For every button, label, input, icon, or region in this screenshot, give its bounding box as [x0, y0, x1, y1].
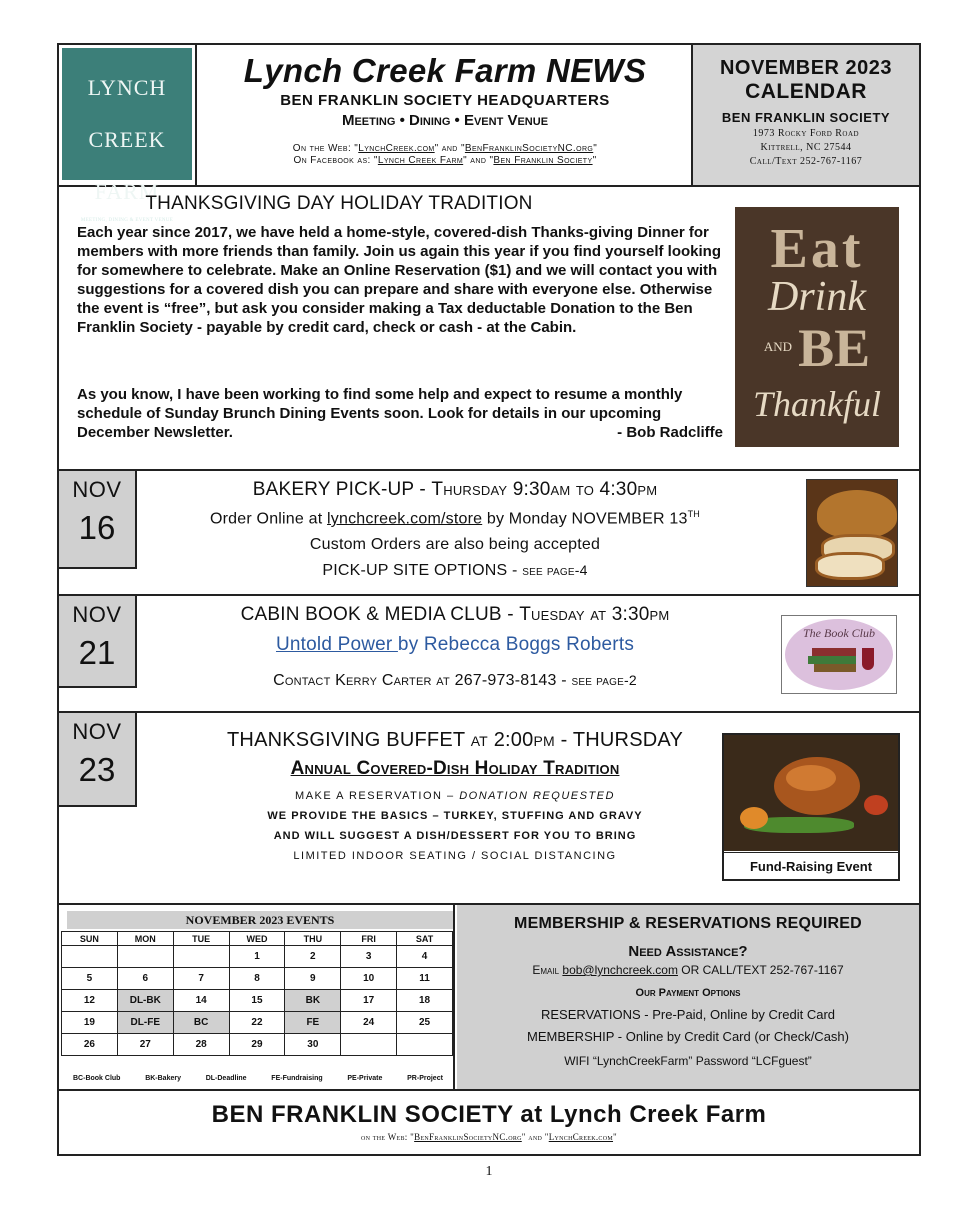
eat-drink-be-thankful-image: [735, 207, 899, 447]
turkey-highlight-shape: [786, 765, 836, 791]
calendar-legend: [63, 1075, 453, 1082]
book-icon: [808, 656, 856, 664]
event-heading-b: Thursday 9:30am to 4:30pm: [431, 479, 658, 500]
calendar-cell: 30: [285, 1034, 341, 1056]
calendar-week: [62, 1034, 453, 1056]
image-word-drink: Drink: [768, 274, 866, 320]
org-name: BEN FRANKLIN SOCIETY: [721, 110, 891, 125]
calendar-cell: 29: [229, 1034, 285, 1056]
footer-web-mid: " and ": [521, 1132, 549, 1142]
lynch-creek-farm-logo: [62, 48, 192, 223]
image-word-eat: Eat: [770, 218, 864, 280]
day-header: TUE: [173, 932, 229, 946]
calendar-cell: 4: [397, 946, 453, 968]
book-author: by Rebecca Boggs Roberts: [397, 634, 635, 655]
turkey-image-box: [722, 733, 900, 881]
order-text: Order Online at: [210, 510, 328, 528]
footer-link-benfranklin[interactable]: BenFranklinSocietyNC.org: [414, 1132, 522, 1142]
legend-item: BC-Book Club: [73, 1075, 121, 1082]
payment-options-title: Our Payment Options: [635, 987, 741, 999]
event-heading: [155, 604, 755, 626]
calendar-cell: 28: [173, 1034, 229, 1056]
email-suffix: OR CALL/TEXT 252-767-1167: [677, 963, 844, 977]
image-word-thankful: Thankful: [752, 384, 881, 424]
story-title: THANKSGIVING DAY HOLIDAY TRADITION: [145, 193, 533, 214]
calendar-cell-event: DL-FE: [117, 1012, 173, 1034]
calendar-info-cell: [691, 45, 919, 185]
calendar-table: [61, 931, 453, 1056]
newsletter-subtitle: BEN FRANKLIN SOCIETY HEADQUARTERS: [280, 92, 610, 109]
calendar-cell: [341, 1034, 397, 1056]
fb-mid: " and ": [463, 155, 494, 166]
membership-box: [457, 905, 919, 1089]
thanksgiving-story: [59, 187, 919, 471]
event-heading-a: CABIN BOOK & MEDIA CLUB -: [240, 604, 520, 625]
date-box: [59, 713, 137, 807]
day-header: THU: [285, 932, 341, 946]
legend-item: FE-Fundraising: [271, 1075, 323, 1082]
event-heading: [155, 479, 755, 501]
calendar-cell: 3: [341, 946, 397, 968]
order-deadline: by Monday NOVEMBER 13: [482, 510, 688, 528]
address-line1: 1973 Rocky Ford Road: [752, 128, 860, 139]
footer-web-line: [59, 1132, 919, 1142]
calendar-cell: 12: [62, 990, 118, 1012]
legend-item: BK-Bakery: [145, 1075, 181, 1082]
calendar-cell: [117, 946, 173, 968]
pumpkin-shape: [740, 807, 768, 829]
calendar-cell: 5: [62, 968, 118, 990]
title-cell: [199, 45, 691, 185]
book-title-link[interactable]: Untold Power: [275, 634, 398, 655]
footer-link-lynchcreek[interactable]: LynchCreek.com: [548, 1132, 614, 1142]
event-book-line: [155, 634, 755, 656]
footer-title: BEN FRANKLIN SOCIETY at Lynch Creek Farm: [211, 1101, 767, 1128]
legend-item: PE-Private: [347, 1075, 383, 1082]
calendar-cell: 2: [285, 946, 341, 968]
date-month: NOV: [72, 602, 122, 627]
calendar-label: CALENDAR: [745, 80, 867, 103]
newsletter-subtitle2: Meeting • Dining • Event Venue: [341, 112, 549, 129]
event-pickup-options: [155, 562, 755, 580]
web-suffix: ": [593, 143, 598, 154]
story-paragraph-1: Each year since 2017, we have held a home-style, covered-dish Thanks-giving Dinner for members with more friends than family. Join us again this year if you find yourself looking for somewhere to celebrate. Make an Online Reservation ($1) and we will contact you with suggestions for a covered dish you can prepare and share with everyone else. Otherwise the event is “free”, but ask you consider making a Tax deductable Donation to the Ben Franklin Society - payable by credit card, check or cash - at the Cabin.: [77, 224, 722, 336]
footer-web-prefix: on the Web: ": [360, 1132, 415, 1142]
calendar-cell: 19: [62, 1012, 118, 1034]
event-thanksgiving-buffet: [59, 713, 919, 905]
image-word-be: BE: [798, 318, 871, 378]
page-number: 1: [485, 1164, 493, 1179]
calendar-cell: 15: [229, 990, 285, 1012]
link-lynchcreek[interactable]: LynchCreek.com: [358, 143, 435, 154]
wifi-info: WIFI “LynchCreekFarm” Password “LCFguest”: [564, 1054, 812, 1068]
calendar-cell: 10: [341, 968, 397, 990]
membership-title: MEMBERSHIP & RESERVATIONS REQUIRED: [514, 915, 862, 932]
footer-web-suffix: ": [613, 1132, 617, 1142]
calendar-cell-event: BK: [285, 990, 341, 1012]
link-fb-lynchcreek[interactable]: Lynch Creek Farm: [377, 155, 464, 166]
calendar-week: [62, 946, 453, 968]
day-header: MON: [117, 932, 173, 946]
logo-cell: [59, 45, 197, 223]
link-benfranklin[interactable]: BenFranklinSocietyNC.org: [464, 143, 594, 154]
image-word-and: AND: [763, 338, 793, 354]
calendar-week: [62, 990, 453, 1012]
event-suggest-line: AND WILL SUGGEST A DISH/DESSERT FOR YOU TO BRING: [273, 830, 637, 842]
order-deadline-sup: TH: [687, 509, 700, 519]
bottom-section: [59, 905, 919, 1091]
calendar-cell: 1: [229, 946, 285, 968]
story-signature: - Bob Radcliffe: [617, 424, 723, 441]
legend-item: DL-Deadline: [205, 1075, 247, 1082]
calendar-cell: 7: [173, 968, 229, 990]
bread-photo: [806, 479, 898, 587]
pickup-see-page: see page-4: [522, 562, 588, 579]
bread-loaf-shape: [817, 490, 897, 538]
store-link[interactable]: lynchcreek.com/store: [327, 510, 483, 528]
event-subheading: Annual Covered-Dish Holiday Tradition: [290, 758, 620, 779]
reservations-payment: RESERVATIONS - Pre-Paid, Online by Credit Card: [540, 1007, 836, 1022]
calendar-month: NOVEMBER 2023: [719, 57, 893, 79]
membership-payment: MEMBERSHIP - Online by Credit Card (or Check/Cash): [527, 1029, 849, 1044]
calendar-cell: [62, 946, 118, 968]
calendar-week: [62, 1012, 453, 1034]
logo-line2: CREEK: [88, 127, 166, 152]
calendar-cell: 25: [397, 1012, 453, 1034]
calendar-cell: [397, 1034, 453, 1056]
book-club-image-text: The Book Club: [803, 626, 875, 640]
event-heading-c: 2:00: [487, 729, 534, 751]
event-book-club: [59, 596, 919, 713]
address-line2: Kittrell, NC 27544: [760, 142, 852, 153]
date-box: [59, 596, 137, 688]
web-prefix: On the Web: ": [292, 143, 359, 154]
date-box: [59, 471, 137, 569]
event-bakery-pickup: [59, 471, 919, 596]
calendar-cell: 6: [117, 968, 173, 990]
logo-line1: LYNCH: [87, 75, 167, 100]
event-details: [155, 479, 755, 580]
fruit-shape: [864, 795, 888, 815]
fb-suffix: ": [592, 155, 597, 166]
month-calendar-title: NOVEMBER 2023 EVENTS: [67, 911, 453, 929]
calendar-cell: 27: [117, 1034, 173, 1056]
calendar-cell: [173, 946, 229, 968]
pickup-options-text: PICK-UP SITE OPTIONS -: [322, 562, 523, 580]
calendar-cell: 14: [173, 990, 229, 1012]
date-month: NOV: [72, 477, 122, 502]
event-heading-e: - THURSDAY: [554, 729, 683, 751]
wine-glass-icon: [862, 648, 874, 670]
calendar-cell: 22: [229, 1012, 285, 1034]
event-heading-a: THANKSGIVING BUFFET: [227, 729, 471, 751]
newsletter-title: Lynch Creek Farm NEWS: [243, 52, 647, 89]
calendar-cell: 8: [229, 968, 285, 990]
book-club-image: [781, 615, 897, 694]
email-link[interactable]: bob@lynchcreek.com: [562, 963, 678, 977]
logo-tagline: MEETING, DINING & EVENT VENUE: [80, 218, 174, 223]
legend-item: PR-Project: [407, 1075, 443, 1082]
event-details: [155, 729, 755, 862]
event-heading-d: pm: [533, 729, 555, 751]
event-heading-a: BAKERY PICK-UP -: [252, 479, 432, 500]
calendar-cell-event: BC: [173, 1012, 229, 1034]
turkey-photo: [724, 735, 898, 851]
fb-prefix: On Facebook as: ": [293, 155, 378, 166]
story-paragraph-2: [77, 385, 737, 442]
day-header: SAT: [397, 932, 453, 946]
date-day: 23: [78, 751, 116, 788]
contact-see-page: see page-2: [571, 672, 637, 688]
contact-email-line: [457, 963, 919, 977]
story-paragraph-2-text: As you know, I have been working to find some help and expect to resume a monthly schedule of Sunday Brunch Dining Events soon. Look for details in our upcoming December Newsletter.: [77, 386, 683, 441]
calendar-cell: 11: [397, 968, 453, 990]
web-mid: " and ": [434, 143, 465, 154]
calendar-cell: 9: [285, 968, 341, 990]
event-order-line: [155, 509, 755, 528]
link-fb-benfranklin[interactable]: Ben Franklin Society: [493, 155, 593, 166]
event-details: [155, 604, 755, 690]
day-header: WED: [229, 932, 285, 946]
facebook-links-line: [199, 155, 691, 166]
calendar-cell: 24: [341, 1012, 397, 1034]
footer: [59, 1091, 919, 1154]
event-heading-b: Tuesday at 3:30pm: [519, 604, 670, 625]
fund-raising-caption: Fund-Raising Event: [724, 852, 898, 880]
event-reservation-line: [155, 790, 755, 802]
logo-line3: FARM: [94, 179, 160, 204]
month-calendar: [59, 905, 455, 1089]
date-day: 16: [78, 509, 116, 546]
calendar-cell: 26: [62, 1034, 118, 1056]
calendar-cell-event: DL-BK: [117, 990, 173, 1012]
bread-slice-shape: [815, 552, 885, 580]
image-word-and-be: [735, 317, 899, 379]
calendar-cell: 18: [397, 990, 453, 1012]
contact-text: Contact Kerry Carter at 267-973-8143 -: [273, 672, 572, 689]
event-heading: [155, 729, 755, 752]
date-day: 21: [78, 634, 116, 671]
web-links-line: [199, 143, 691, 154]
calendar-cell-event: FE: [285, 1012, 341, 1034]
calendar-cell: 17: [341, 990, 397, 1012]
day-header: SUN: [62, 932, 118, 946]
event-basics-line: WE PROVIDE THE BASICS – TURKEY, STUFFING AND GRAVY: [267, 810, 643, 822]
donation-requested: DONATION REQUESTED: [459, 790, 615, 802]
book-icon: [812, 648, 856, 656]
email-label: Email: [532, 963, 563, 977]
newsletter-page: [57, 43, 921, 1156]
book-icon: [814, 664, 856, 672]
date-month: NOV: [72, 719, 122, 744]
event-seating-line: LIMITED INDOOR SEATING / SOCIAL DISTANCING: [293, 850, 617, 862]
need-assistance: Need Assistance?: [628, 943, 748, 960]
reservation-text: MAKE A RESERVATION –: [295, 790, 460, 802]
calendar-day-headers: [62, 932, 453, 946]
event-custom-orders: Custom Orders are also being accepted: [309, 536, 601, 554]
phone-line: Call/Text 252-767-1167: [749, 156, 863, 167]
day-header: FRI: [341, 932, 397, 946]
event-heading-b: at: [470, 729, 488, 751]
calendar-week: [62, 968, 453, 990]
event-contact-line: [155, 672, 755, 690]
